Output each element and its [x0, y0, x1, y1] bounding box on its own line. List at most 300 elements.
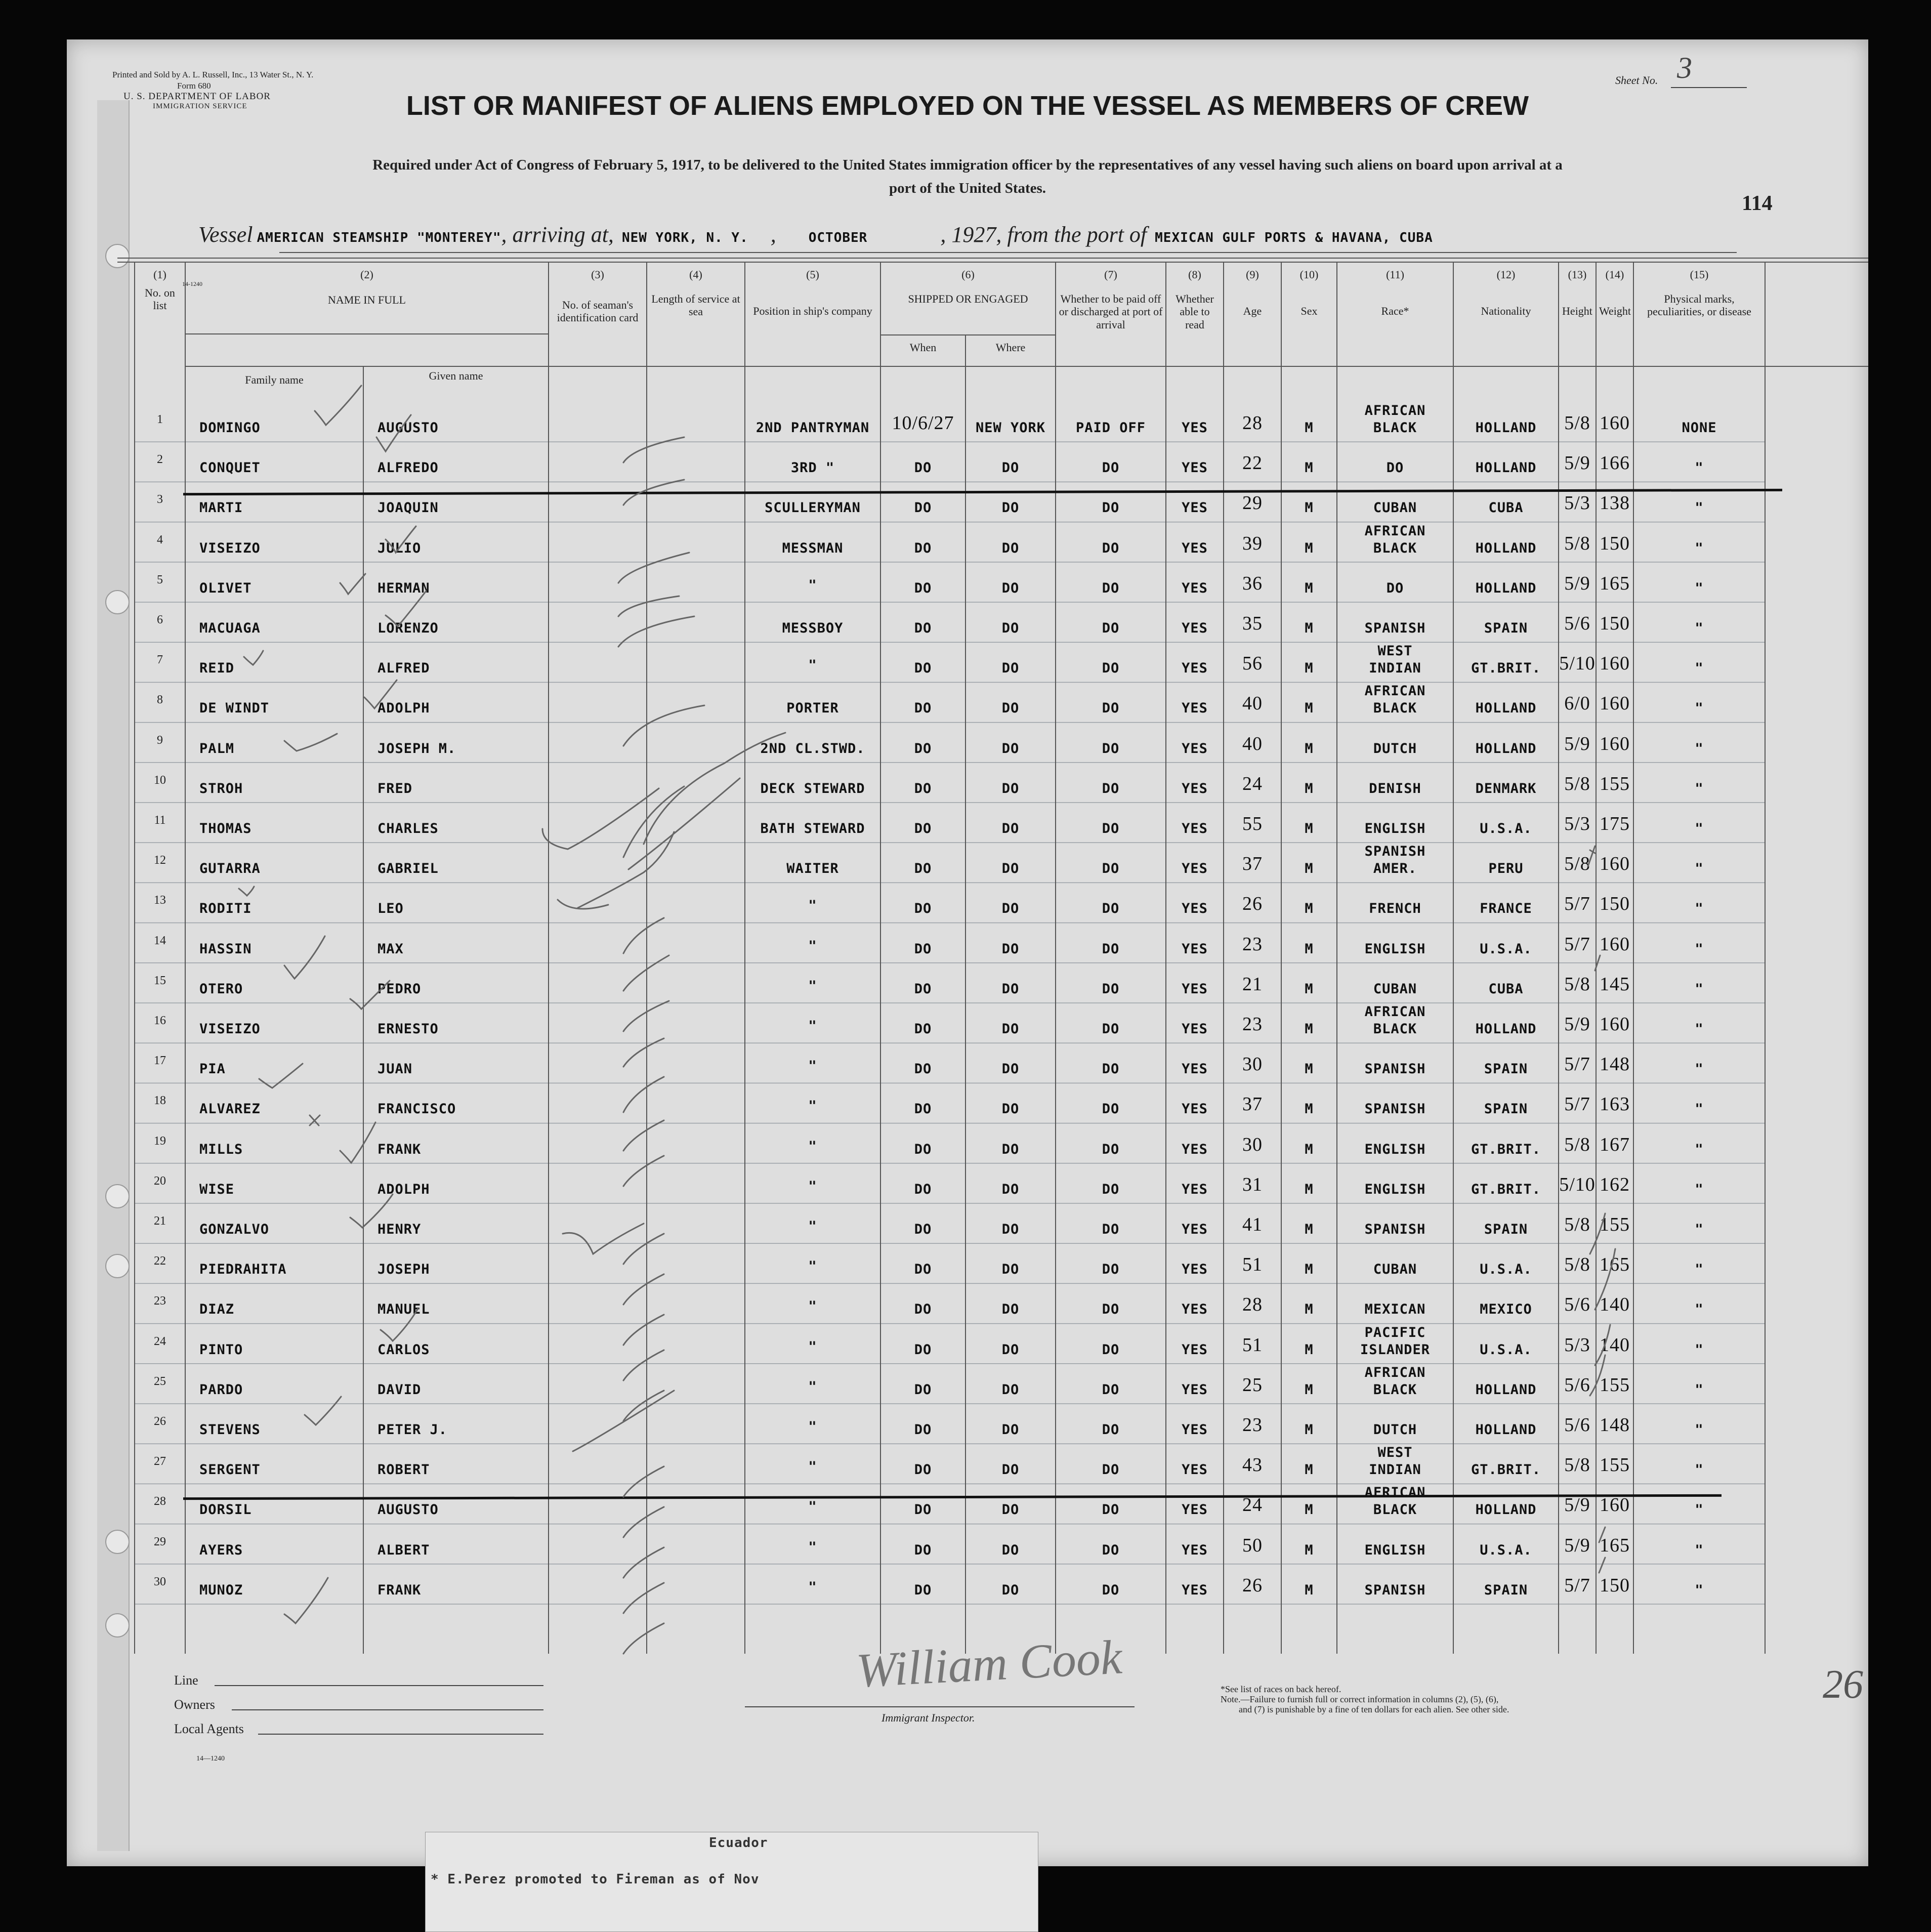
cell-sex: M [1305, 500, 1314, 516]
cell-sex: M [1305, 1061, 1314, 1077]
cell-age: 22 [1242, 452, 1263, 474]
cell-given: HENRY [377, 1222, 422, 1237]
row-number: 8 [157, 693, 163, 707]
cell-age: 37 [1242, 1094, 1263, 1115]
cell-sex: M [1305, 1381, 1314, 1398]
cell-position: " [808, 1338, 817, 1355]
cell-paid: DO [1102, 1021, 1120, 1037]
column-header-label: Length of service at sea [651, 292, 740, 318]
cell-read: YES [1182, 620, 1208, 636]
cell-paid: DO [1102, 1422, 1120, 1438]
subtitle-line-2: port of the United States. [889, 180, 1046, 196]
cell-weight: 150 [1600, 1574, 1630, 1596]
cell-read: YES [1182, 1502, 1208, 1518]
column-header-label: No. of seaman's identification card [557, 299, 639, 324]
row-number: 4 [157, 533, 163, 547]
cell-position: " [808, 657, 817, 674]
cell-sex: M [1305, 540, 1314, 556]
cell-when: DO [914, 500, 932, 516]
cell-position: " [808, 938, 817, 954]
cell-where: DO [1001, 1222, 1020, 1237]
cell-family: VISEIZO [199, 540, 261, 556]
cell-height: 5/7 [1564, 1574, 1590, 1596]
cell-marks: " [1695, 500, 1704, 516]
cell-weight: 150 [1600, 893, 1630, 915]
cell-when: DO [914, 1262, 932, 1278]
cell-nat: SPAIN [1484, 1061, 1528, 1077]
row-number: 11 [154, 814, 166, 827]
cell-sex: M [1305, 580, 1314, 596]
cell-paid: DO [1102, 1061, 1120, 1077]
fine-note-1: Note.—Failure to furnish full or correct information in columns (2), (5), (6), [1221, 1694, 1499, 1704]
cell-given: JOSEPH M. [377, 740, 456, 757]
printer-credit: Printed and Sold by A. L. Russell, Inc., 13 Water St., N. Y. [112, 70, 314, 79]
cell-where: DO [1001, 1301, 1020, 1318]
cell-when: DO [914, 981, 932, 997]
cell-paid: DO [1102, 1141, 1120, 1157]
cell-age: 39 [1242, 532, 1263, 554]
cell-given: LORENZO [377, 620, 439, 636]
cell-read: YES [1182, 580, 1208, 596]
cell-nat: U.S.A. [1480, 1341, 1532, 1358]
attached-note-strip [425, 1832, 1038, 1932]
cell-paid: DO [1102, 700, 1120, 717]
cell-family: GONZALVO [199, 1222, 270, 1237]
cell-race-line-2: ENGLISH [1364, 1542, 1426, 1558]
cell-where: DO [1001, 700, 1020, 717]
cell-when: DO [914, 1341, 932, 1358]
cell-height: 5/8 [1564, 1454, 1590, 1476]
cell-age: 25 [1242, 1374, 1263, 1396]
cell-where: DO [1001, 1582, 1020, 1598]
cell-race-line-2: ENGLISH [1364, 941, 1426, 957]
cell-race-line-2: CUBAN [1373, 1262, 1417, 1278]
vessel-label: Vessel [198, 222, 253, 247]
cell-height: 5/6 [1564, 613, 1590, 634]
cell-height: 5/10 [1559, 1173, 1596, 1195]
cell-read: YES [1182, 901, 1208, 917]
line-field[interactable] [215, 1685, 543, 1686]
form-code-top: 14-1240 [182, 280, 202, 287]
cell-race-line-2: BLACK [1373, 1381, 1417, 1398]
cell-family: AYERS [199, 1542, 243, 1558]
cell-when: DO [914, 1021, 932, 1037]
column-number: (2) [360, 268, 373, 281]
cell-marks: " [1695, 780, 1704, 796]
cell-when: DO [914, 780, 932, 796]
cell-sex: M [1305, 1101, 1314, 1117]
cell-weight: 155 [1600, 1454, 1630, 1476]
cell-position: " [808, 1219, 817, 1234]
cell-marks: " [1695, 981, 1704, 997]
cell-weight: 160 [1600, 1494, 1630, 1516]
cell-marks: " [1695, 941, 1704, 957]
cell-age: 50 [1242, 1534, 1263, 1556]
cell-read: YES [1182, 861, 1208, 877]
cell-nat: U.S.A. [1480, 941, 1532, 957]
cell-age: 51 [1242, 1254, 1263, 1276]
cell-given: ALFREDO [377, 460, 439, 476]
cell-race-line-2: DUTCH [1373, 1422, 1417, 1438]
cell-read: YES [1182, 500, 1208, 516]
row-number: 6 [157, 613, 163, 626]
cell-when: DO [914, 1101, 932, 1117]
cell-read: YES [1182, 1101, 1208, 1117]
cell-position: MESSMAN [782, 540, 844, 556]
cell-age: 28 [1242, 412, 1263, 434]
cell-nat: HOLLAND [1475, 540, 1537, 556]
cell-race-line-2: SPANISH [1364, 1061, 1426, 1077]
cell-read: YES [1182, 1582, 1208, 1598]
cell-marks: " [1695, 1101, 1704, 1117]
cell-position: " [808, 1579, 817, 1595]
cell-age: 28 [1242, 1294, 1263, 1316]
cell-paid: DO [1102, 580, 1120, 596]
row-number: 18 [154, 1094, 166, 1108]
cell-height: 5/6 [1564, 1414, 1590, 1436]
cell-race-line-1: WEST [1377, 643, 1413, 659]
column-number: (5) [806, 268, 819, 281]
cell-paid: DO [1102, 1542, 1120, 1558]
cell-given: ALFRED [377, 660, 430, 677]
cell-family: DIAZ [199, 1301, 235, 1318]
cell-family: REID [199, 660, 235, 677]
cell-sex: M [1305, 740, 1314, 757]
cell-height: 5/9 [1564, 452, 1590, 474]
cell-height: 5/3 [1564, 492, 1590, 514]
cell-marks: " [1695, 1061, 1704, 1077]
cell-sex: M [1305, 1582, 1314, 1598]
cell-position: " [808, 1539, 817, 1555]
cell-given: AUGUSTO [377, 1502, 439, 1518]
cell-weight: 150 [1600, 532, 1630, 554]
cell-weight: 165 [1600, 572, 1630, 594]
cell-nat: SPAIN [1484, 1101, 1528, 1117]
cell-nat: U.S.A. [1480, 821, 1532, 836]
column-number: (15) [1690, 268, 1709, 281]
cell-family: GUTARRA [199, 861, 261, 877]
cell-height: 6/0 [1564, 693, 1590, 715]
row-number: 17 [154, 1054, 166, 1068]
cell-when: DO [914, 1181, 932, 1197]
cell-where: DO [1001, 1262, 1020, 1278]
cell-given: ADOLPH [377, 1181, 430, 1197]
cell-height: 5/8 [1564, 773, 1590, 794]
cell-paid: PAID OFF [1075, 420, 1146, 436]
cell-weight: 148 [1600, 1054, 1630, 1075]
cell-family: VISEIZO [199, 1021, 261, 1037]
cell-age: 55 [1242, 813, 1263, 834]
cell-read: YES [1182, 1021, 1208, 1037]
column-header-label: Position in ship's company [753, 305, 872, 317]
cell-sex: M [1305, 1222, 1314, 1237]
row-number: 1 [157, 413, 163, 426]
column-number: (7) [1104, 268, 1117, 281]
column-header-label: Race* [1381, 305, 1409, 317]
cell-paid: DO [1102, 500, 1120, 516]
cell-family: MARTI [199, 500, 243, 516]
cell-race-line-2: DENISH [1369, 780, 1421, 796]
row-number: 27 [154, 1455, 166, 1468]
cell-given: FRANK [377, 1141, 422, 1157]
cell-where: DO [1001, 460, 1020, 476]
column-number: (13) [1568, 268, 1587, 281]
cell-position: " [808, 1258, 817, 1275]
cell-sex: M [1305, 981, 1314, 997]
cell-where: DO [1001, 540, 1020, 556]
cell-marks: " [1695, 1181, 1704, 1197]
cell-given: AUGUSTO [377, 420, 439, 436]
cell-where: DO [1001, 1141, 1020, 1157]
cell-read: YES [1182, 1262, 1208, 1278]
cell-weight: 160 [1600, 1014, 1630, 1035]
cell-age: 24 [1242, 773, 1263, 794]
cell-paid: DO [1102, 861, 1120, 877]
cell-where: DO [1001, 1341, 1020, 1358]
cell-when: DO [914, 1222, 932, 1237]
cell-age: 30 [1242, 1133, 1263, 1155]
cell-sex: M [1305, 1262, 1314, 1278]
cell-sex: M [1305, 780, 1314, 796]
cell-given: JUAN [377, 1061, 413, 1077]
cell-race-line-1: SPANISH [1364, 844, 1426, 860]
cell-height: 5/7 [1564, 893, 1590, 915]
cell-given: ERNESTO [377, 1021, 439, 1037]
cell-read: YES [1182, 540, 1208, 556]
cell-read: YES [1182, 1341, 1208, 1358]
column-header-label: Weight [1599, 305, 1631, 317]
cell-height: 5/3 [1564, 813, 1590, 834]
cell-age: 35 [1242, 613, 1263, 634]
cell-when: DO [914, 460, 932, 476]
strip-line-2: * E.Perez promoted to Fireman as of Nov [431, 1872, 760, 1887]
when-header: When [909, 341, 937, 354]
cell-age: 23 [1242, 1014, 1263, 1035]
cell-when: DO [914, 700, 932, 717]
cell-when: DO [914, 740, 932, 757]
cell-sex: M [1305, 1181, 1314, 1197]
row-number: 10 [154, 773, 166, 787]
cell-family: PINTO [199, 1341, 243, 1358]
cell-age: 36 [1242, 572, 1263, 594]
cell-age: 41 [1242, 1214, 1263, 1235]
cell-when: DO [914, 1061, 932, 1077]
cell-position: 2ND PANTRYMAN [755, 420, 870, 436]
cell-position: " [808, 1178, 817, 1194]
cell-weight: 155 [1600, 1214, 1630, 1235]
cell-age: 29 [1242, 492, 1263, 514]
owners-label: Owners [174, 1697, 215, 1712]
cell-height: 5/9 [1564, 1494, 1590, 1516]
cell-race-line-2: BLACK [1373, 1021, 1417, 1037]
local-agents-field[interactable] [258, 1734, 543, 1735]
cell-nat: HOLLAND [1475, 420, 1537, 436]
cell-when: DO [914, 1381, 932, 1398]
cell-family: MACUAGA [199, 620, 261, 636]
cell-read: YES [1182, 780, 1208, 796]
cell-position: " [808, 1459, 817, 1475]
cell-position: MESSBOY [782, 620, 844, 636]
cell-when: DO [914, 941, 932, 957]
cell-paid: DO [1102, 1381, 1120, 1398]
cell-race-line-1: AFRICAN [1364, 683, 1426, 699]
row-number: 16 [154, 1014, 166, 1027]
column-header-label: Physical marks, peculiarities, or disease [1647, 292, 1751, 318]
cell-age: 40 [1242, 733, 1263, 754]
cell-nat: HOLLAND [1475, 1381, 1537, 1398]
cell-weight: 155 [1600, 773, 1630, 794]
cell-sex: M [1305, 1542, 1314, 1558]
cell-race-line-2: DO [1386, 460, 1404, 476]
cell-race-line-2: INDIAN [1369, 660, 1421, 677]
cell-sex: M [1305, 1462, 1314, 1478]
cell-race-line-1: AFRICAN [1364, 1004, 1426, 1020]
cell-paid: DO [1102, 1341, 1120, 1358]
cell-where: DO [1001, 620, 1020, 636]
cell-nat: FRANCE [1480, 901, 1532, 917]
cell-sex: M [1305, 1301, 1314, 1318]
cell-where: DO [1001, 1381, 1020, 1398]
cell-weight: 162 [1600, 1173, 1630, 1195]
column-header-label: Nationality [1481, 305, 1531, 317]
cell-nat: PERU [1488, 861, 1524, 877]
column-header-label: Whether able to read [1176, 292, 1214, 331]
pencil-marks [67, 39, 1868, 1866]
cell-age: 21 [1242, 973, 1263, 995]
cell-position: " [808, 1018, 817, 1034]
row-number: 21 [154, 1214, 166, 1228]
cell-sex: M [1305, 1021, 1314, 1037]
cell-family: OLIVET [199, 580, 252, 596]
cell-read: YES [1182, 460, 1208, 476]
cell-race-line-2: FRENCH [1369, 901, 1421, 917]
cell-when: DO [914, 1582, 932, 1598]
cell-sex: M [1305, 1141, 1314, 1157]
inspector-line [745, 1706, 1135, 1707]
cell-paid: DO [1102, 460, 1120, 476]
cell-given: JOAQUIN [377, 500, 439, 516]
document-title: LIST OR MANIFEST OF ALIENS EMPLOYED ON THE VESSEL AS MEMBERS OF CREW [406, 91, 1529, 121]
cell-paid: DO [1102, 620, 1120, 636]
column-header-label: Age [1243, 305, 1262, 317]
column-number: (1) [153, 268, 166, 281]
cell-read: YES [1182, 1222, 1208, 1237]
cell-nat: SPAIN [1484, 620, 1528, 636]
column-header-label: NAME IN FULL [328, 293, 406, 306]
fine-note-2: and (7) is punishable by a fine of ten dollars for each alien. See other side. [1239, 1704, 1509, 1714]
cell-sex: M [1305, 1422, 1314, 1438]
line-label: Line [174, 1673, 198, 1688]
cell-marks: " [1695, 1582, 1704, 1598]
cell-position: DECK STEWARD [760, 780, 865, 796]
cell-marks: " [1695, 1502, 1704, 1518]
cell-marks: " [1695, 740, 1704, 757]
cell-height: 5/8 [1564, 1254, 1590, 1276]
cell-read: YES [1182, 420, 1208, 436]
cell-where: DO [1001, 500, 1020, 516]
cell-given: MAX [377, 941, 404, 957]
column-header-label: No. on list [145, 286, 175, 312]
row-number: 2 [157, 453, 163, 467]
cell-given: ALBERT [377, 1542, 430, 1558]
cell-when: DO [914, 540, 932, 556]
cell-sex: M [1305, 460, 1314, 476]
cell-read: YES [1182, 700, 1208, 717]
cell-when: DO [914, 861, 932, 877]
cell-weight: 160 [1600, 693, 1630, 715]
cell-paid: DO [1102, 740, 1120, 757]
cell-paid: DO [1102, 1222, 1120, 1237]
cell-position: " [808, 1499, 817, 1515]
cell-weight: 155 [1600, 1374, 1630, 1396]
cell-weight: 145 [1600, 973, 1630, 995]
cell-sex: M [1305, 941, 1314, 957]
row-number: 12 [154, 854, 166, 867]
cell-sex: M [1305, 700, 1314, 717]
from-port-label: , from the port of [996, 222, 1147, 247]
cell-family: PARDO [199, 1381, 243, 1398]
cell-where: DO [1001, 1181, 1020, 1197]
cell-sex: M [1305, 1341, 1314, 1358]
cell-marks: " [1695, 861, 1704, 877]
cell-nat: HOLLAND [1475, 1021, 1537, 1037]
cell-given: JULIO [377, 540, 422, 556]
owners-field[interactable] [232, 1709, 543, 1710]
cell-position: SCULLERYMAN [765, 500, 861, 516]
cell-marks: " [1695, 1341, 1704, 1358]
cell-nat: MEXICO [1480, 1301, 1532, 1318]
comma-separator: , [770, 222, 776, 247]
cell-given: FRED [377, 780, 413, 796]
cell-paid: DO [1102, 1582, 1120, 1598]
cell-where: DO [1001, 780, 1020, 796]
cell-read: YES [1182, 941, 1208, 957]
cell-when: DO [914, 821, 932, 836]
cell-weight: 175 [1600, 813, 1630, 834]
cell-height: 5/8 [1564, 973, 1590, 995]
cell-height: 5/9 [1564, 1534, 1590, 1556]
cell-where: DO [1001, 580, 1020, 596]
cell-race-line-2: AMER. [1373, 861, 1417, 877]
cell-marks: " [1695, 1462, 1704, 1478]
cell-given: JOSEPH [377, 1262, 430, 1278]
cell-family: STEVENS [199, 1422, 261, 1438]
cell-race-line-2: BLACK [1373, 420, 1417, 436]
cell-weight: 160 [1600, 853, 1630, 875]
cell-sex: M [1305, 420, 1314, 436]
cell-marks: " [1695, 540, 1704, 556]
cell-family: OTERO [199, 981, 243, 997]
cell-height: 5/9 [1564, 733, 1590, 754]
cell-given: FRANCISCO [377, 1101, 456, 1117]
cell-given: FRANK [377, 1582, 422, 1598]
cell-marks: " [1695, 1381, 1704, 1398]
cell-paid: DO [1102, 1462, 1120, 1478]
cell-position: " [808, 1298, 817, 1315]
form-number: Form 680 [177, 81, 211, 91]
cell-race-line-2: BLACK [1373, 540, 1417, 556]
cell-race-line-2: SPANISH [1364, 620, 1426, 636]
cell-paid: DO [1102, 1301, 1120, 1318]
column-number: (9) [1246, 268, 1259, 281]
arriving-label: , arriving at, [501, 222, 614, 247]
row-number: 14 [154, 934, 166, 947]
row-number: 9 [157, 733, 163, 747]
cell-race-line-2: BLACK [1373, 1502, 1417, 1518]
cell-position: PORTER [786, 700, 839, 717]
cell-where: DO [1001, 1101, 1020, 1117]
cell-nat: CUBA [1488, 500, 1524, 516]
